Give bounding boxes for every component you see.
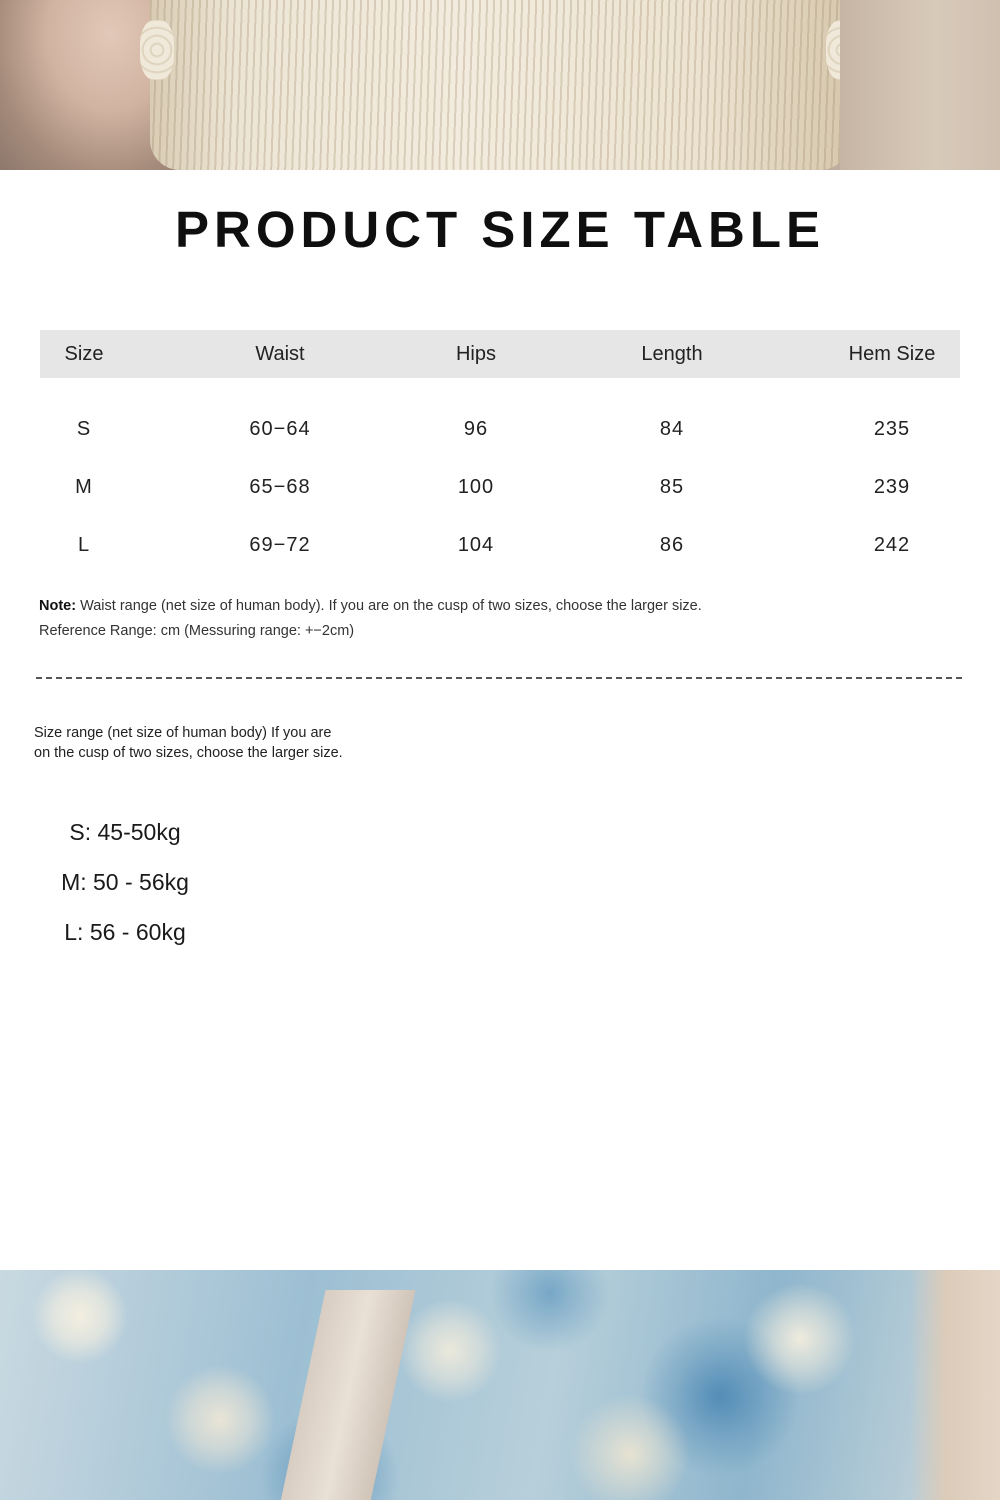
header-length: Length — [520, 330, 824, 378]
table-row — [40, 516, 960, 574]
right-arm-skin — [840, 0, 1000, 170]
cell-waist: 60−64 — [249, 417, 311, 440]
cell-hem-size: 239 — [873, 475, 911, 498]
note-text: Waist range (net size of human body). If you are on the cusp of two sizes, choose the larger size. — [76, 598, 702, 614]
size-range-line-2: on the cusp of two sizes, choose the larger size. — [34, 745, 343, 761]
ribbed-knit-top — [150, 0, 850, 170]
cell-size: S — [76, 417, 92, 440]
cell-waist: 69−72 — [249, 533, 311, 556]
cell-hips: 104 — [457, 533, 495, 556]
table-row — [40, 458, 960, 516]
ruffle-sleeve-left — [140, 20, 174, 80]
size-range-text — [34, 723, 343, 763]
size-note — [39, 594, 702, 644]
header-hips: Hips — [432, 330, 520, 378]
header-size: Size — [40, 330, 128, 378]
cell-hips: 100 — [457, 475, 495, 498]
header-hem-size: Hem Size — [824, 330, 960, 378]
cell-hem-size: 242 — [873, 533, 911, 556]
table-row — [40, 400, 960, 458]
note-label: Note: — [39, 598, 77, 614]
weight-item-s: S: 45-50kg — [69, 819, 181, 845]
cell-hips: 96 — [463, 417, 489, 440]
floral-print-fabric — [0, 1270, 1000, 1500]
cell-size: L — [77, 533, 91, 556]
page-title: PRODUCT SIZE TABLE — [174, 201, 826, 258]
weight-item-m: M: 50 - 56kg — [61, 869, 189, 895]
size-table — [40, 330, 960, 574]
top-product-photo — [0, 0, 1000, 170]
cell-size: M — [75, 475, 93, 498]
weight-guide — [0, 815, 250, 965]
cell-waist: 65−68 — [249, 475, 311, 498]
cell-length: 84 — [659, 417, 685, 440]
note-line — [39, 594, 702, 619]
reference-range: Reference Range: cm (Messuring range: +−2cm) — [39, 623, 355, 639]
bottom-product-photo — [0, 1270, 1000, 1500]
cell-hem-size: 235 — [873, 417, 911, 440]
photo-background — [910, 1270, 1000, 1500]
cell-length: 85 — [659, 475, 685, 498]
table-header-row — [40, 330, 960, 378]
table-spacer — [40, 378, 960, 400]
cell-length: 86 — [659, 533, 685, 556]
weight-item-l: L: 56 - 60kg — [64, 919, 186, 945]
dashed-divider — [36, 677, 962, 679]
size-range-line-1: Size range (net size of human body) If you are — [34, 725, 332, 741]
header-waist: Waist — [128, 330, 432, 378]
